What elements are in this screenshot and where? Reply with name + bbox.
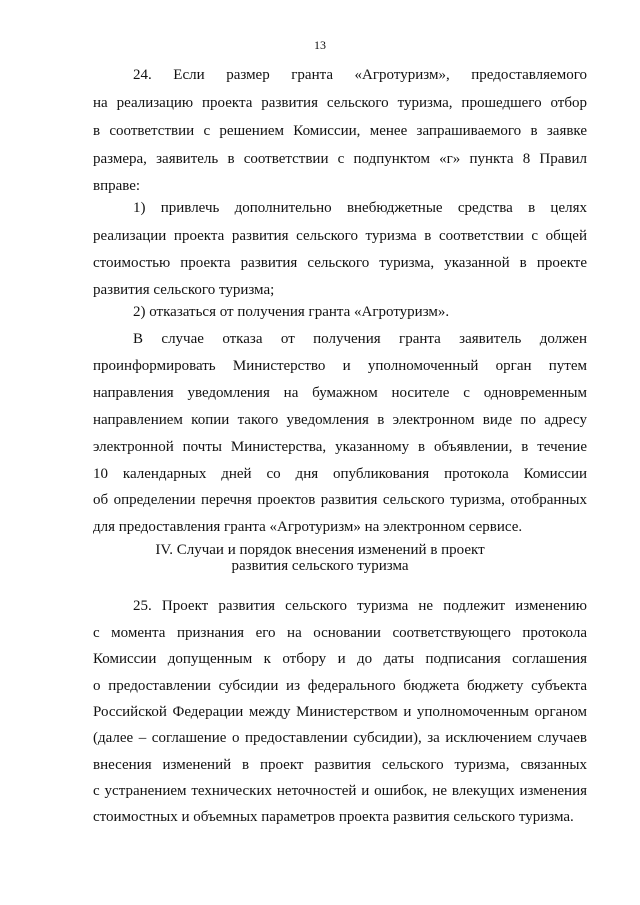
- list-item-1-line: реализации проекта развития сельского туризма в соответствии с общей: [93, 228, 587, 244]
- paragraph-24-line: 24. Если размер гранта «Агротуризм», предоставляемого: [133, 67, 587, 83]
- paragraph-24-line: в соответствии с решением Комиссии, менее запрашиваемого в заявке: [93, 123, 587, 139]
- refusal-paragraph-line: для предоставления гранта «Агротуризм» на электронном сервисе.: [93, 519, 523, 535]
- paragraph-24-line: размера, заявитель в соответствии с подпунктом «г» пункта 8 Правил: [93, 151, 587, 167]
- paragraph-25-line: стоимостных и объемных параметров проекта развития сельского туризма.: [93, 809, 574, 825]
- list-item-2-line: 2) отказаться от получения гранта «Агротуризм».: [133, 304, 450, 320]
- refusal-paragraph-line: направления уведомления на бумажном носителе с одновременным: [93, 385, 587, 401]
- paragraph-25-line: с устранением технических неточностей и ошибок, не влекущих изменения: [93, 783, 587, 799]
- paragraph-25-line: внесения изменений в проект развития сельского туризма, связанных: [93, 757, 587, 773]
- list-item-1-line: развития сельского туризма;: [93, 282, 275, 298]
- paragraph-25-line: с момента признания его на основании соответствующего протокола: [93, 625, 587, 641]
- page-number: 13: [314, 38, 326, 52]
- list-item-1-line: стоимостью проекта развития сельского туризма, указанной в проекте: [93, 255, 587, 271]
- paragraph-25-line: о предоставлении субсидии из федерального бюджета бюджету субъекта: [93, 678, 587, 694]
- refusal-paragraph-line: электронной почты Министерства, указанному в объявлении, в течение: [93, 439, 587, 455]
- refusal-paragraph-line: 10 календарных дней со дня опубликования протокола Комиссии: [93, 466, 587, 482]
- paragraph-25-line: 25. Проект развития сельского туризма не подлежит изменению: [133, 598, 587, 614]
- refusal-paragraph-line: об определении перечня проектов развития сельского туризма, отобранных: [93, 492, 587, 508]
- refusal-paragraph-line: проинформировать Министерство и уполномоченный орган путем: [93, 358, 587, 374]
- section-heading-line: развития сельского туризма: [231, 558, 409, 574]
- refusal-paragraph-line: В случае отказа от получения гранта заявитель должен: [133, 331, 587, 347]
- paragraph-25-line: Российской Федерации между Министерством и уполномоченным органом: [93, 704, 587, 720]
- paragraph-25-line: Комиссии допущенным к отбору и до даты подписания соглашения: [93, 651, 587, 667]
- list-item-1-line: 1) привлечь дополнительно внебюджетные средства в целях: [133, 200, 587, 216]
- section-heading-line: IV. Случаи и порядок внесения изменений в проект: [155, 542, 485, 558]
- paragraph-25-line: (далее – соглашение о предоставлении субсидии), за исключением случаев: [93, 730, 587, 746]
- paragraph-24-line: вправе:: [93, 178, 141, 194]
- paragraph-24-line: на реализацию проекта развития сельского туризма, прошедшего отбор: [93, 95, 587, 111]
- refusal-paragraph-line: направлением копии такого уведомления в электронном виде по адресу: [93, 412, 587, 428]
